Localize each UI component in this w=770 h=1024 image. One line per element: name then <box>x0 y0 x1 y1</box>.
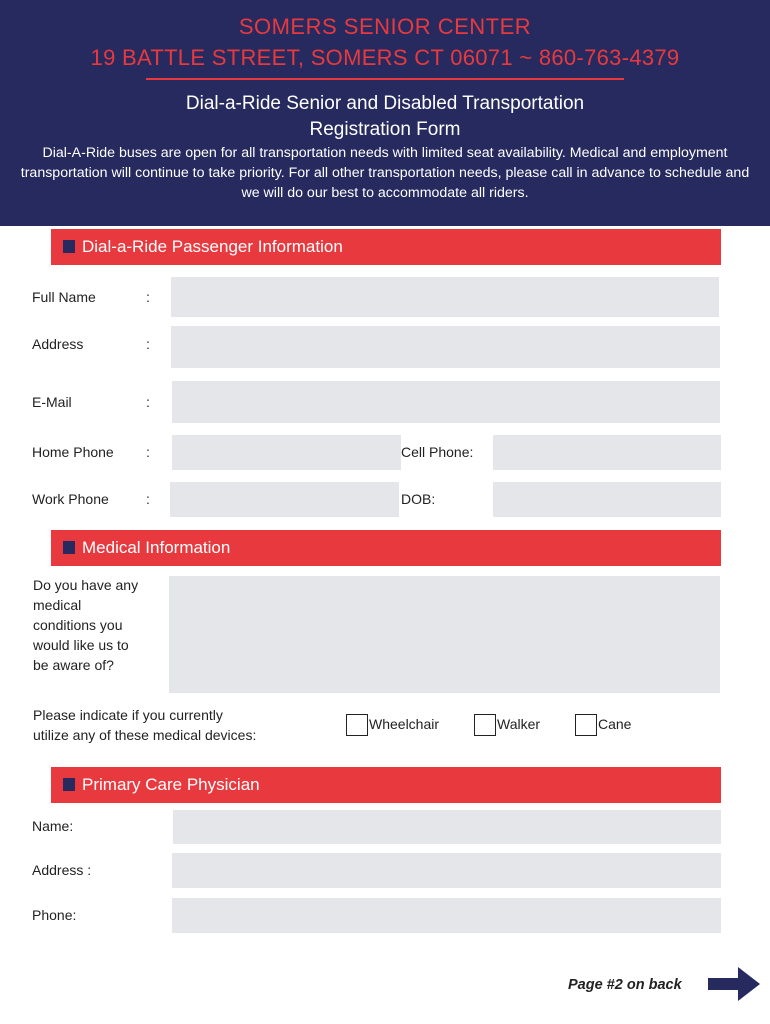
home-phone-input[interactable] <box>172 435 401 470</box>
medical-conditions-label-line: be aware of? <box>33 657 114 673</box>
medical-conditions-label-line: conditions you <box>33 617 123 633</box>
dob-label: DOB: <box>401 491 436 507</box>
form-header <box>0 0 770 226</box>
home-phone-label: Home Phone <box>32 444 114 460</box>
cane-label: Cane <box>598 716 632 732</box>
address-input[interactable] <box>171 326 720 368</box>
address-label: Address <box>32 336 84 352</box>
section-title: Dial-a-Ride Passenger Information <box>82 237 343 256</box>
full-name-label: Full Name <box>32 289 96 305</box>
form-title-line1: Dial-a-Ride Senior and Disabled Transportation <box>185 93 585 114</box>
header-divider <box>146 78 624 80</box>
medical-conditions-label <box>33 575 138 675</box>
email-label: E-Mail <box>32 394 72 410</box>
colon: : <box>146 336 150 352</box>
org-name: SOMERS SENIOR CENTER <box>238 14 532 39</box>
medical-devices-label-line: utilize any of these medical devices: <box>33 727 257 743</box>
page-continue-note: Page #2 on back <box>568 977 682 993</box>
work-phone-input[interactable] <box>170 482 399 517</box>
medical-conditions-label-line: would like us to <box>33 637 129 653</box>
section-square-icon <box>63 240 75 253</box>
colon: : <box>146 444 150 460</box>
work-phone-label: Work Phone <box>32 491 109 507</box>
dob-input[interactable] <box>493 482 721 517</box>
physician-phone-label: Phone: <box>32 907 77 923</box>
section-square-icon <box>63 778 75 791</box>
colon: : <box>146 289 150 305</box>
full-name-input[interactable] <box>171 277 719 317</box>
org-address: 19 BATTLE STREET, SOMERS CT 06071 ~ 860-763-4379 <box>90 45 680 70</box>
cell-phone-input[interactable] <box>493 435 721 470</box>
form-title <box>0 91 770 143</box>
wheelchair-checkbox[interactable] <box>346 714 368 736</box>
section-square-icon <box>63 541 75 554</box>
medical-conditions-label-line: Do you have any <box>33 577 139 593</box>
section-passenger-info <box>51 229 721 265</box>
medical-devices-label <box>33 705 256 745</box>
cane-checkbox[interactable] <box>575 714 597 736</box>
section-primary-care-physician <box>51 767 721 803</box>
physician-address-input[interactable] <box>172 853 721 888</box>
colon: : <box>146 491 150 507</box>
section-title: Primary Care Physician <box>82 775 260 794</box>
medical-conditions-input[interactable] <box>169 576 720 693</box>
medical-devices-label-line: Please indicate if you currently <box>33 707 223 723</box>
physician-name-input[interactable] <box>173 810 721 844</box>
email-input[interactable] <box>172 381 720 423</box>
physician-address-label: Address : <box>32 862 92 878</box>
form-title-line2: Registration Form <box>309 119 461 140</box>
walker-label: Walker <box>497 716 541 732</box>
section-title: Medical Information <box>82 538 231 557</box>
wheelchair-label: Wheelchair <box>369 716 440 732</box>
intro-text: Dial-A-Ride buses are open for all transportation needs with limited seat availability. Medical and employment transportation will continue to take priority. For all other transportation needs, please call in advance to schedule and we will do our best to accommodate all riders. <box>20 145 750 201</box>
arrow-right-icon <box>706 964 762 1004</box>
section-medical-info <box>51 530 721 566</box>
physician-phone-input[interactable] <box>172 898 721 933</box>
walker-checkbox[interactable] <box>474 714 496 736</box>
physician-name-label: Name: <box>32 818 74 834</box>
medical-conditions-label-line: medical <box>33 597 82 613</box>
cell-phone-label: Cell Phone: <box>401 444 474 460</box>
colon: : <box>146 394 150 410</box>
